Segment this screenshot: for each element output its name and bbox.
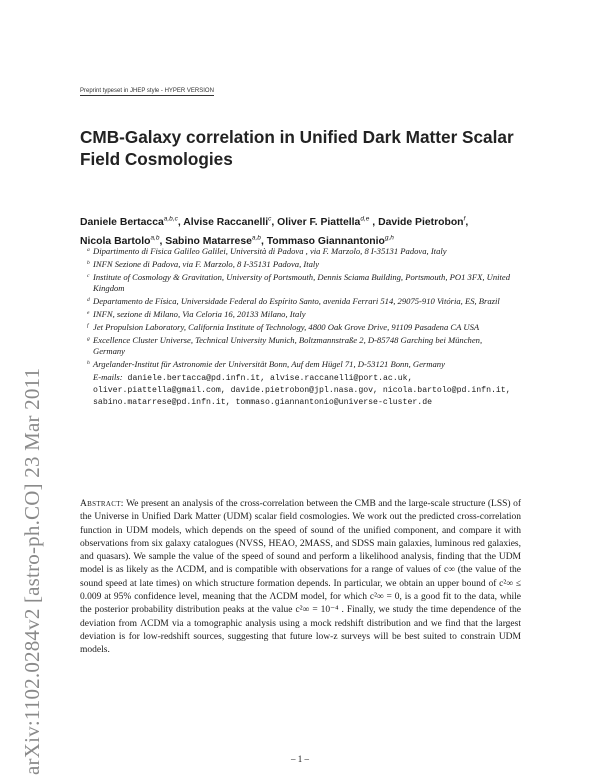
affiliation: g Excellence Cluster Universe, Technical University Munich, Boltzmannstraße 2, D-85748 Garching bei München, Germany bbox=[87, 334, 483, 357]
affiliation-list bbox=[87, 246, 513, 408]
affiliation: f Jet Propulsion Laboratory, California Institute of Technology, 4800 Oak Grove Drive, 91109 Pasadena CA USA bbox=[87, 321, 480, 332]
affiliation: e INFN, sezione di Milano, Via Celoria 16, 20133 Milano, Italy bbox=[87, 308, 306, 319]
author: Alvise Raccanelli$^c$, bbox=[183, 216, 278, 229]
abstract bbox=[80, 498, 521, 658]
abstract-heading: Abstract: bbox=[80, 499, 124, 509]
affiliation: b INFN Sezione di Padova, via F. Marzolo, 8 I-35131 Padova, Italy bbox=[87, 258, 320, 269]
abstract-text: We present an analysis of the cross-correlation between the CMB and the large-scale structure (LSS) of the Universe in Unified Dark Matter (UDM) scalar field cosmologies. We work out the predicted cross-correlation function in UDM models, which depends on the speed of sound of the unified component, and compare it with observations from six galaxy catalogues (NVSS, HEAO, 2MASS, and SDSS main galaxies, luminous red galaxies, and quasars). We sample the value of the speed of sound and perform a likelihood analysis, finding that the UDM model is as likely as the ΛCDM, and is compatible with observations for a range of values of c∞ (the value of the sound speed at late times) on which structure formation depends. In particular, we obtain an upper bound of c²∞ ≤ 0.009 at 95% confidence level, meaning that the ΛCDM model, for which c²∞ = 0, is a good fit to the data, while the posterior probability distribution peaks at the value c²∞ = 10⁻⁴ . Finally, we study the time dependence of the deviation from ΛCDM via a tomographic analysis using a mock redshift distribution and we find that the largest deviation is for low-redshift sources, suggesting that future low-z surveys will be best suited to constrain UDM models. bbox=[80, 499, 521, 656]
page-number: – 1 – bbox=[291, 754, 309, 764]
email-block bbox=[93, 372, 513, 408]
affiliation: h Argelander-Institut für Astronomie der Universität Bonn, Auf dem Hügel 71, D-53121 Bonn, Germany bbox=[87, 359, 445, 370]
email-label: E-mails: bbox=[93, 371, 123, 382]
affiliation: a Dipartimento di Fisica Galileo Galilei, Università di Padova , via F. Marzolo, 8 I-35131 Padova, Italy bbox=[87, 246, 447, 256]
author: Davide Pietrobon$^f$, bbox=[378, 216, 469, 229]
preprint-note: Preprint typeset in JHEP style - HYPER VERSION bbox=[80, 88, 214, 94]
paper-title: CMB-Galaxy correlation in Unified Dark Matter Scalar Field Cosmologies bbox=[80, 127, 514, 169]
author-list bbox=[80, 212, 525, 250]
email-addresses: daniele.bertacca@pd.infn.it, alvise.raccanelli@port.ac.uk, oliver.piattella@gmail.com, davide.pietrobon@jpl.nasa.gov, nicola.bartolo@pd.infn.it, sabino.matarrese@pd.infn.it, tommaso.giannantonio@universe-cluster.de bbox=[93, 373, 511, 407]
affiliation: c Institute of Cosmology & Gravitation, University of Portsmouth, Dennis Sciama Building, Portsmouth, PO1 3FX, United Kingdom bbox=[87, 271, 511, 294]
author: Nicola Bartolo$^{a,b}$, bbox=[80, 234, 166, 248]
arxiv-identifier-stamp: arXiv:1102.0284v2 [astro-ph.CO] 23 Mar 2011 bbox=[20, 367, 44, 775]
author: Sabino Matarrese$^{a,b}$, bbox=[165, 234, 267, 248]
author: Tommaso Giannantonio$^{g,h}$ bbox=[266, 234, 394, 248]
author: Oliver F. Piattella$^{d,e}$ , bbox=[277, 216, 379, 229]
author: Daniele Bertacca$^{a,b,c}$, bbox=[80, 216, 184, 229]
affiliation: d Departamento de Física, Universidade Federal do Espírito Santo, avenida Ferrari 514, 29075-910 Vitória, ES, Brazil bbox=[87, 296, 500, 307]
